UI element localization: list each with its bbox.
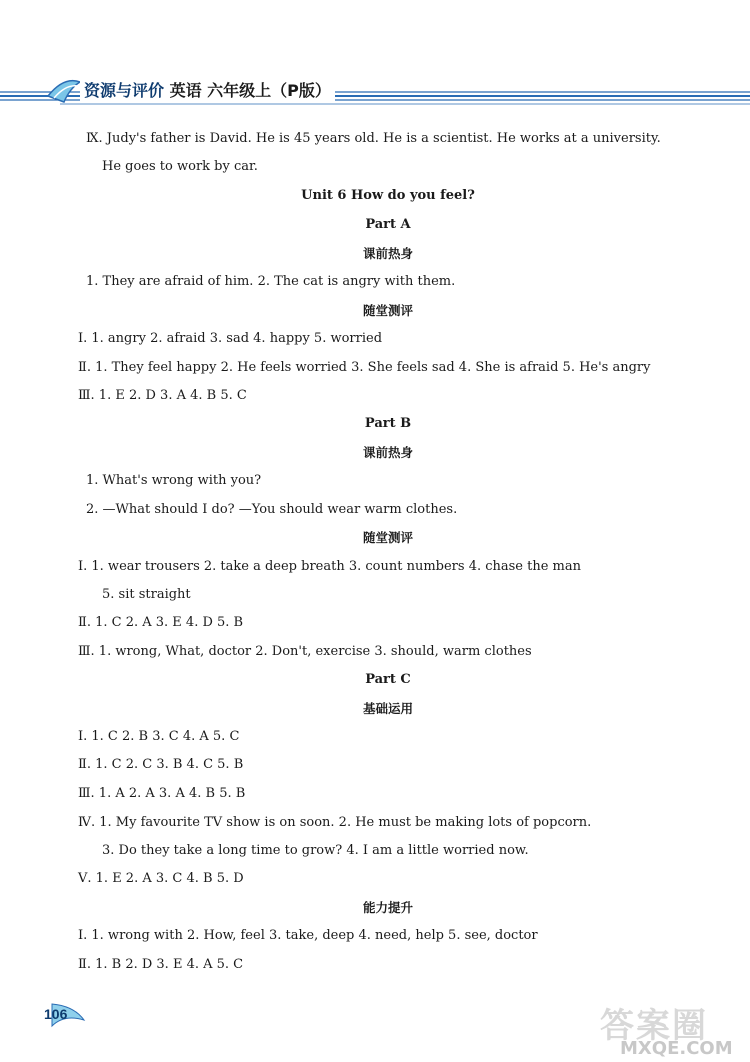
- section-heading: 随堂测评: [362, 530, 413, 545]
- text-line: Ⅰ. 1. C 2. B 3. C 4. A 5. C: [78, 729, 240, 744]
- text-line: 2. —What should I do? —You should wear warm clothes.: [86, 502, 458, 517]
- text-line: Ⅳ. 1. My favourite TV show is on soon. 2. He must be making lots of popcorn.: [78, 815, 592, 830]
- page-number-badge: [44, 1000, 104, 1030]
- text-line: Ⅰ. 1. wrong with 2. How, feel 3. take, deep 4. need, help 5. see, doctor: [78, 928, 538, 943]
- section-heading: 能力提升: [362, 900, 413, 915]
- text-line: Ⅱ. 1. C 2. A 3. E 4. D 5. B: [78, 615, 244, 630]
- section-heading: 课前热身: [362, 445, 413, 460]
- text-line: Ⅰ. 1. angry 2. afraid 3. sad 4. happy 5. worried: [78, 331, 383, 346]
- text-line: 1. What's wrong with you?: [86, 473, 262, 488]
- text-line: He goes to work by car.: [102, 159, 258, 174]
- text-line: Ⅴ. 1. E 2. A 3. C 4. B 5. D: [78, 871, 244, 886]
- series-name: 资源与评价: [84, 81, 165, 100]
- page-number: 106: [44, 1006, 68, 1022]
- header-title: [80, 78, 335, 101]
- unit-heading: Unit 6 How do you feel?: [301, 188, 475, 203]
- part-heading: Part C: [365, 672, 411, 687]
- text-line: Ⅲ. 1. A 2. A 3. A 4. B 5. B: [78, 786, 246, 801]
- watermark-site: MXQE.COM: [620, 1038, 733, 1059]
- text-line: Ⅲ. 1. wrong, What, doctor 2. Don't, exercise 3. should, warm clothes: [78, 644, 532, 659]
- text-line: Ⅸ. Judy's father is David. He is 45 years old. He is a scientist. He works at a university.: [86, 131, 661, 146]
- watermark-mark: 答案圈: [600, 1006, 708, 1046]
- part-heading: Part A: [365, 217, 411, 232]
- watermark: [600, 998, 733, 1059]
- part-heading: Part B: [364, 416, 412, 431]
- text-line: Ⅱ. 1. They feel happy 2. He feels worried 3. She feels sad 4. She is afraid 5. He's angry: [78, 360, 651, 375]
- section-heading: 随堂测评: [362, 303, 413, 318]
- book-name: 英语 六年级上（P版）: [169, 81, 331, 100]
- section-heading: 基础运用: [362, 701, 413, 716]
- text-line: 5. sit straight: [102, 587, 191, 602]
- text-line: Ⅱ. 1. C 2. C 3. B 4. C 5. B: [78, 757, 244, 772]
- page-header: [0, 70, 750, 110]
- section-heading: 课前热身: [362, 246, 413, 261]
- text-line: 3. Do they take a long time to grow? 4. I am a little worried now.: [102, 843, 529, 858]
- text-line: Ⅰ. 1. wear trousers 2. take a deep breath 3. count numbers 4. chase the man: [78, 559, 582, 574]
- book-logo-icon: [44, 72, 84, 106]
- text-line: Ⅲ. 1. E 2. D 3. A 4. B 5. C: [78, 388, 247, 403]
- text-line: 1. They are afraid of him. 2. The cat is angry with them.: [86, 274, 456, 289]
- text-line: Ⅱ. 1. B 2. D 3. E 4. A 5. C: [78, 957, 244, 972]
